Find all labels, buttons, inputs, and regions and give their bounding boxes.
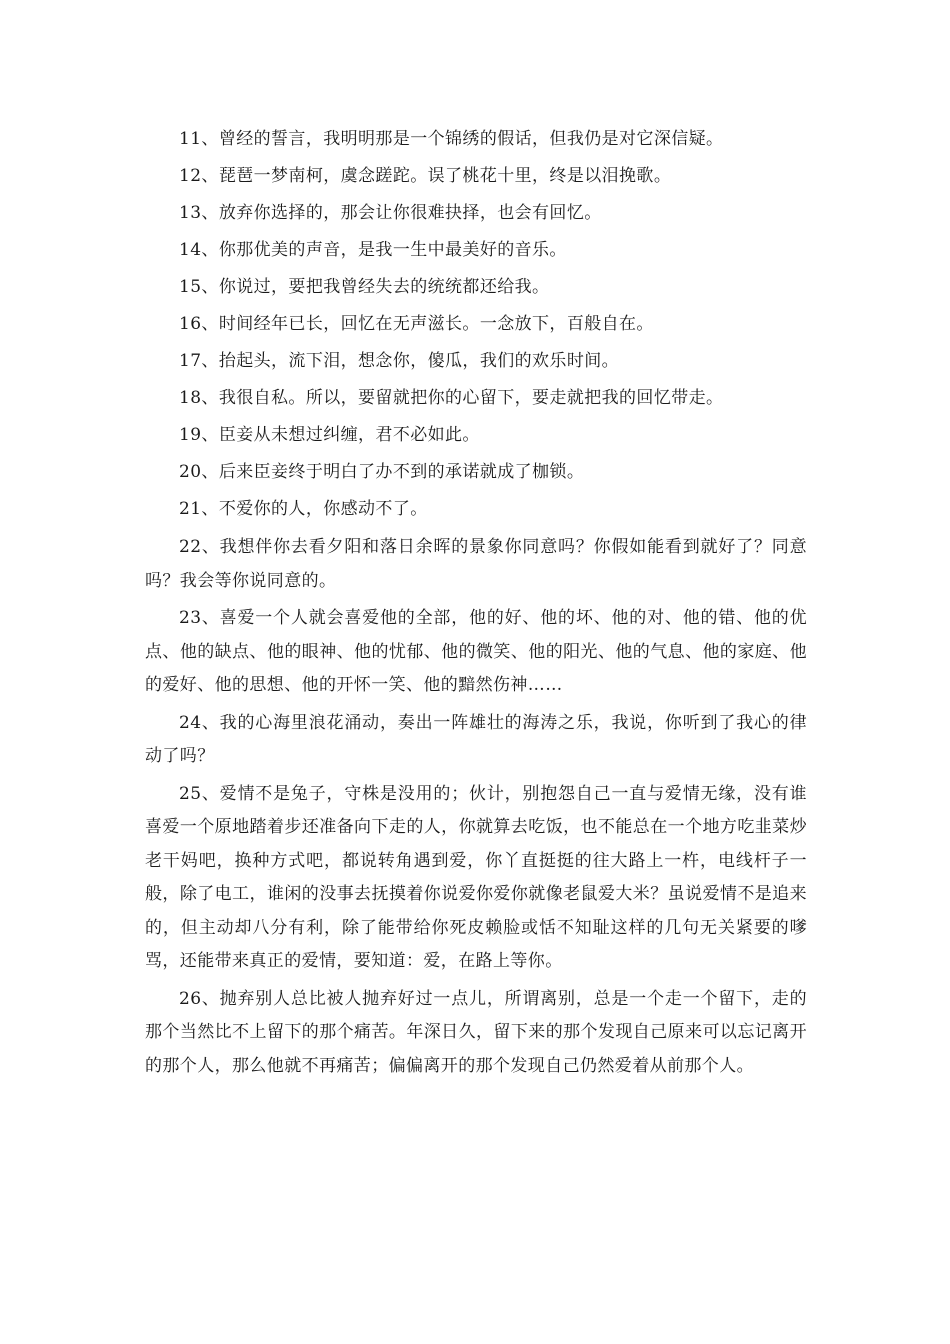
paragraph-13: 13、放弃你选择的，那会让你很难抉择，也会有回忆。 <box>179 203 602 223</box>
paragraph-19: 19、臣妾从未想过纠缠，君不必如此。 <box>179 425 480 445</box>
paragraph-11: 11、曾经的誓言，我明明那是一个锦绣的假话，但我仍是对它深信疑。 <box>179 129 724 149</box>
paragraph-17: 17、抬起头，流下泪，想念你，傻瓜，我们的欢乐时间。 <box>179 351 620 371</box>
paragraph-23: 23、喜爱一个人就会喜爱他的全部，他的好、他的坏、他的对、他的错、他的优点、他的缺点、他的眼神、他的忧郁、他的微笑、他的阳光、他的气息、他的家庭、他的爱好、他的思想、他的开怀一笑、他的黯然伤神…… <box>145 608 807 695</box>
paragraph-26: 26、抛弃别人总比被人抛弃好过一点儿，所谓离别，总是一个走一个留下，走的那个当然比不上留下的那个痛苦。年深日久，留下来的那个发现自己原来可以忘记离开的那个人，那么他就不再痛苦；偏偏离开的那个发现自己仍然爱着从前那个人。 <box>145 988 807 1076</box>
paragraph-15: 15、你说过，要把我曾经失去的统统都还给我。 <box>179 277 550 297</box>
document-page <box>145 124 807 1087</box>
paragraph-16: 16、时间经年已长，回忆在无声滋长。一念放下，百般自在。 <box>179 314 654 334</box>
paragraph-12: 12、琵琶一梦南柯，虞念蹉跎。误了桃花十里，终是以泪挽歌。 <box>179 166 672 186</box>
paragraph-18: 18、我很自私。所以，要留就把你的心留下，要走就把我的回忆带走。 <box>179 388 724 408</box>
paragraph-24: 24、我的心海里浪花涌动，奏出一阵雄壮的海涛之乐，我说，你听到了我心的律动了吗？ <box>145 712 807 766</box>
paragraph-22: 22、我想伴你去看夕阳和落日余晖的景象你同意吗？你假如能看到就好了？同意吗？我会等你说同意的。 <box>145 537 807 591</box>
paragraph-20: 20、后来臣妾终于明白了办不到的承诺就成了枷锁。 <box>179 462 585 482</box>
paragraph-21: 21、不爱你的人，你感动不了。 <box>179 499 428 519</box>
paragraph-14: 14、你那优美的声音，是我一生中最美好的音乐。 <box>179 240 567 260</box>
paragraph-25: 25、爱情不是兔子，守株是没用的；伙计，别抱怨自己一直与爱情无缘，没有谁喜爱一个原地踏着步还准备向下走的人，你就算去吃饭，也不能总在一个地方吃韭菜炒老干妈吧，换种方式吧，都说转角遇到爱，你丫直挺挺的往大路上一杵，电线杆子一般，除了电工，谁闲的没事去抚摸着你说爱你爱你就像老鼠爱大米？虽说爱情不是追来的，但主动却八分有利，除了能带给你死皮赖脸或恬不知耻这样的几句无关紧要的嗲骂，还能带来真正的爱情，要知道：爱，在路上等你。 <box>145 783 807 971</box>
